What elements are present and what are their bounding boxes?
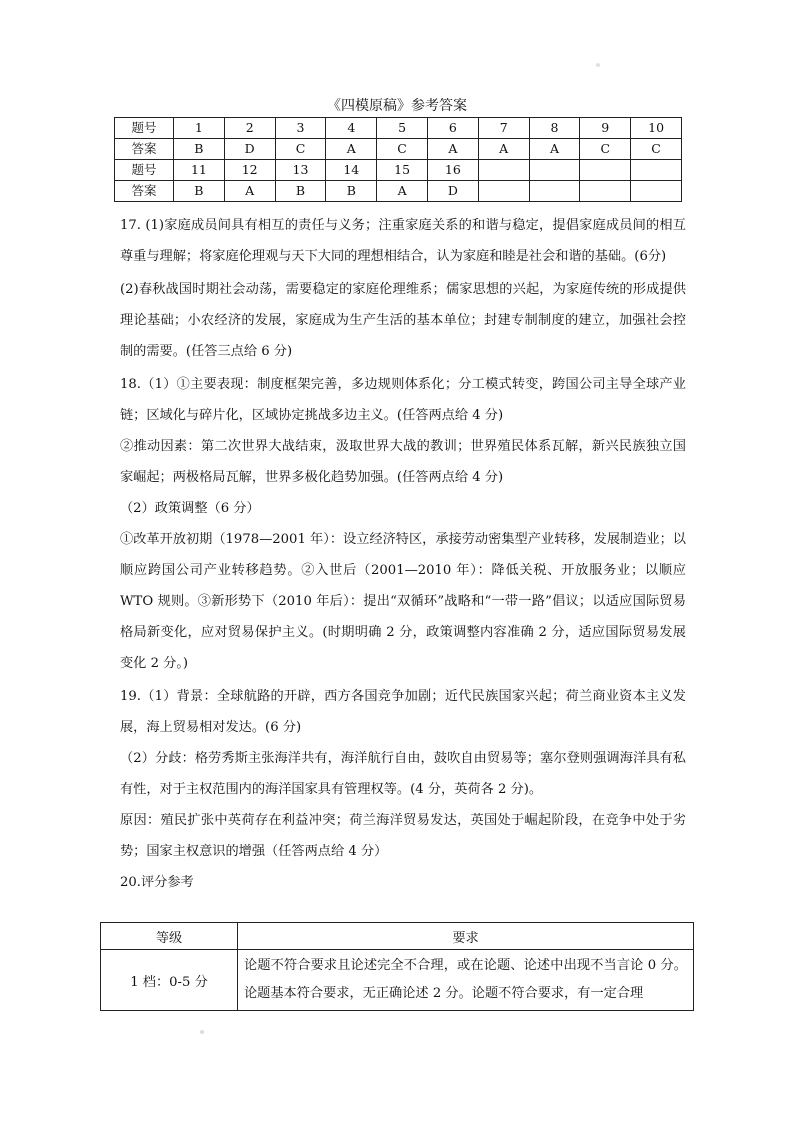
answer-19-reason: 原因：殖民扩张中英荷存在利益冲突；荷兰海洋贸易发达，英国处于崛起阶段，在竞争中处于劣势；国家主权意识的增强（任答两点给 4 分） <box>120 813 686 859</box>
answer-table-cell: 13 <box>275 160 326 181</box>
answer-20-heading: 20.评分参考 <box>120 875 194 890</box>
answer-18-part1-b: ②推动因素：第二次世界大战结束，汲取世界大战的教训；世界殖民体系瓦解，新兴民族独立国家崛起；两极格局瓦解，世界多极化趋势加强。(任答两点给 4 分) <box>120 439 686 485</box>
answer-table-row <box>115 139 682 160</box>
answer-18-part2-heading: （2）政策调整（6 分） <box>120 501 260 516</box>
answer-table-cell: B <box>275 181 326 202</box>
answer-table-cell: A <box>478 139 529 160</box>
answer-table-cell <box>631 181 682 202</box>
answer-table-row-label: 题号 <box>115 160 174 181</box>
answer-table-cell: C <box>580 139 631 160</box>
answer-table-cell: 12 <box>224 160 275 181</box>
answer-table-cell: 4 <box>326 118 377 139</box>
answer-table-row <box>115 118 682 139</box>
answer-table-cell: C <box>377 139 428 160</box>
answer-table-cell: 7 <box>478 118 529 139</box>
answer-table-cell: 3 <box>275 118 326 139</box>
answer-table-cell: 11 <box>174 160 225 181</box>
answer-table-cell: B <box>326 181 377 202</box>
answer-table-cell <box>478 181 529 202</box>
answer-table-row-label: 答案 <box>115 139 174 160</box>
answer-key-table <box>114 117 682 202</box>
answer-table-cell: A <box>377 181 428 202</box>
answer-table-row <box>115 181 682 202</box>
answer-table-cell: D <box>224 139 275 160</box>
grading-header-level: 等级 <box>101 923 238 950</box>
scan-speck <box>596 63 600 67</box>
grading-requirement: 论题不符合要求且论述完全不合理，或在论题、论述中出现不当言论 0 分。论题基本符合要求，无正确论述 2 分。论题不符合要求，有一定合理 <box>238 950 694 1011</box>
answer-table-cell: 16 <box>427 160 478 181</box>
answer-table-cell <box>529 181 580 202</box>
answer-table-cell <box>580 160 631 181</box>
answer-17-part2: (2)春秋战国时期社会动荡，需要稳定的家庭伦理维系；儒家思想的兴起，为家庭传统的形成提供理论基础；小农经济的发展，家庭成为生产生活的基本单位；封建专制制度的建立，加强社会控制的需要。(任答三点给 6 分) <box>120 282 686 359</box>
answer-19-part2: （2）分歧：格劳秀斯主张海洋共有，海洋航行自由，鼓吹自由贸易等；塞尔登则强调海洋具有私有性，对于主权范围内的海洋国家具有管理权等。(4 分，英荷各 2 分)。 <box>120 751 686 797</box>
scan-speck <box>200 1030 204 1034</box>
grading-header-row <box>101 923 694 950</box>
answer-table-cell: 6 <box>427 118 478 139</box>
answer-table-cell <box>478 160 529 181</box>
answer-table-cell: 5 <box>377 118 428 139</box>
grading-table <box>100 922 694 1011</box>
answer-table-cell: A <box>224 181 275 202</box>
answer-17-part1: 17. (1)家庭成员间具有相互的责任与义务；注重家庭关系的和谐与稳定，提倡家庭成员间的相互尊重与理解；将家庭伦理观与天下大同的理想相结合，认为家庭和睦是社会和谐的基础。(6分) <box>120 218 686 264</box>
answer-18-part1-a: 18.（1）①主要表现：制度框架完善，多边规则体系化；分工模式转变，跨国公司主导全球产业链；区域化与碎片化，区域协定挑战多边主义。(任答两点给 4 分) <box>120 377 686 423</box>
answer-19-part1: 19.（1）背景：全球航路的开辟，西方各国竞争加剧；近代民族国家兴起；荷兰商业资本主义发展，海上贸易相对发达。(6 分) <box>120 689 686 735</box>
answer-table-cell: C <box>631 139 682 160</box>
answer-18-part2-body: ①改革开放初期（1978—2001 年）：设立经济特区，承接劳动密集型产业转移，发展制造业；以顺应跨国公司产业转移趋势。②入世后（2001—2010 年）：降低关税、开放服务业；以顺应 WTO 规则。③新形势下（2010 年后）：提出“双循环”战略和“一带一路”倡议；以适应国际贸易格局新变化，应对贸易保护主义。(时期明确 2 分，政策调整内容准确 2 分，适应国际贸易发展变化 2 分。) <box>120 532 686 671</box>
answer-table-cell: 9 <box>580 118 631 139</box>
answer-table-cell <box>580 181 631 202</box>
answer-table-cell: A <box>427 139 478 160</box>
grading-level: 1 档：0-5 分 <box>101 950 238 1011</box>
answer-body <box>120 210 686 898</box>
answer-table-cell: A <box>529 139 580 160</box>
answer-table-cell <box>529 160 580 181</box>
answer-table-cell: 8 <box>529 118 580 139</box>
page-title: 《四模原稿》参考答案 <box>327 98 467 114</box>
answer-table-cell <box>631 160 682 181</box>
answer-table-cell: A <box>326 139 377 160</box>
answer-table-cell: B <box>174 181 225 202</box>
grading-row <box>101 950 694 1011</box>
answer-table-cell: B <box>174 139 225 160</box>
grading-header-requirement: 要求 <box>238 923 694 950</box>
answer-table-cell: C <box>275 139 326 160</box>
answer-table-cell: 1 <box>174 118 225 139</box>
answer-table-row-label: 答案 <box>115 181 174 202</box>
answer-table-cell: 14 <box>326 160 377 181</box>
answer-table-cell: D <box>427 181 478 202</box>
answer-table-cell: 15 <box>377 160 428 181</box>
answer-table-row <box>115 160 682 181</box>
answer-table-cell: 2 <box>224 118 275 139</box>
answer-table-row-label: 题号 <box>115 118 174 139</box>
answer-table-cell: 10 <box>631 118 682 139</box>
